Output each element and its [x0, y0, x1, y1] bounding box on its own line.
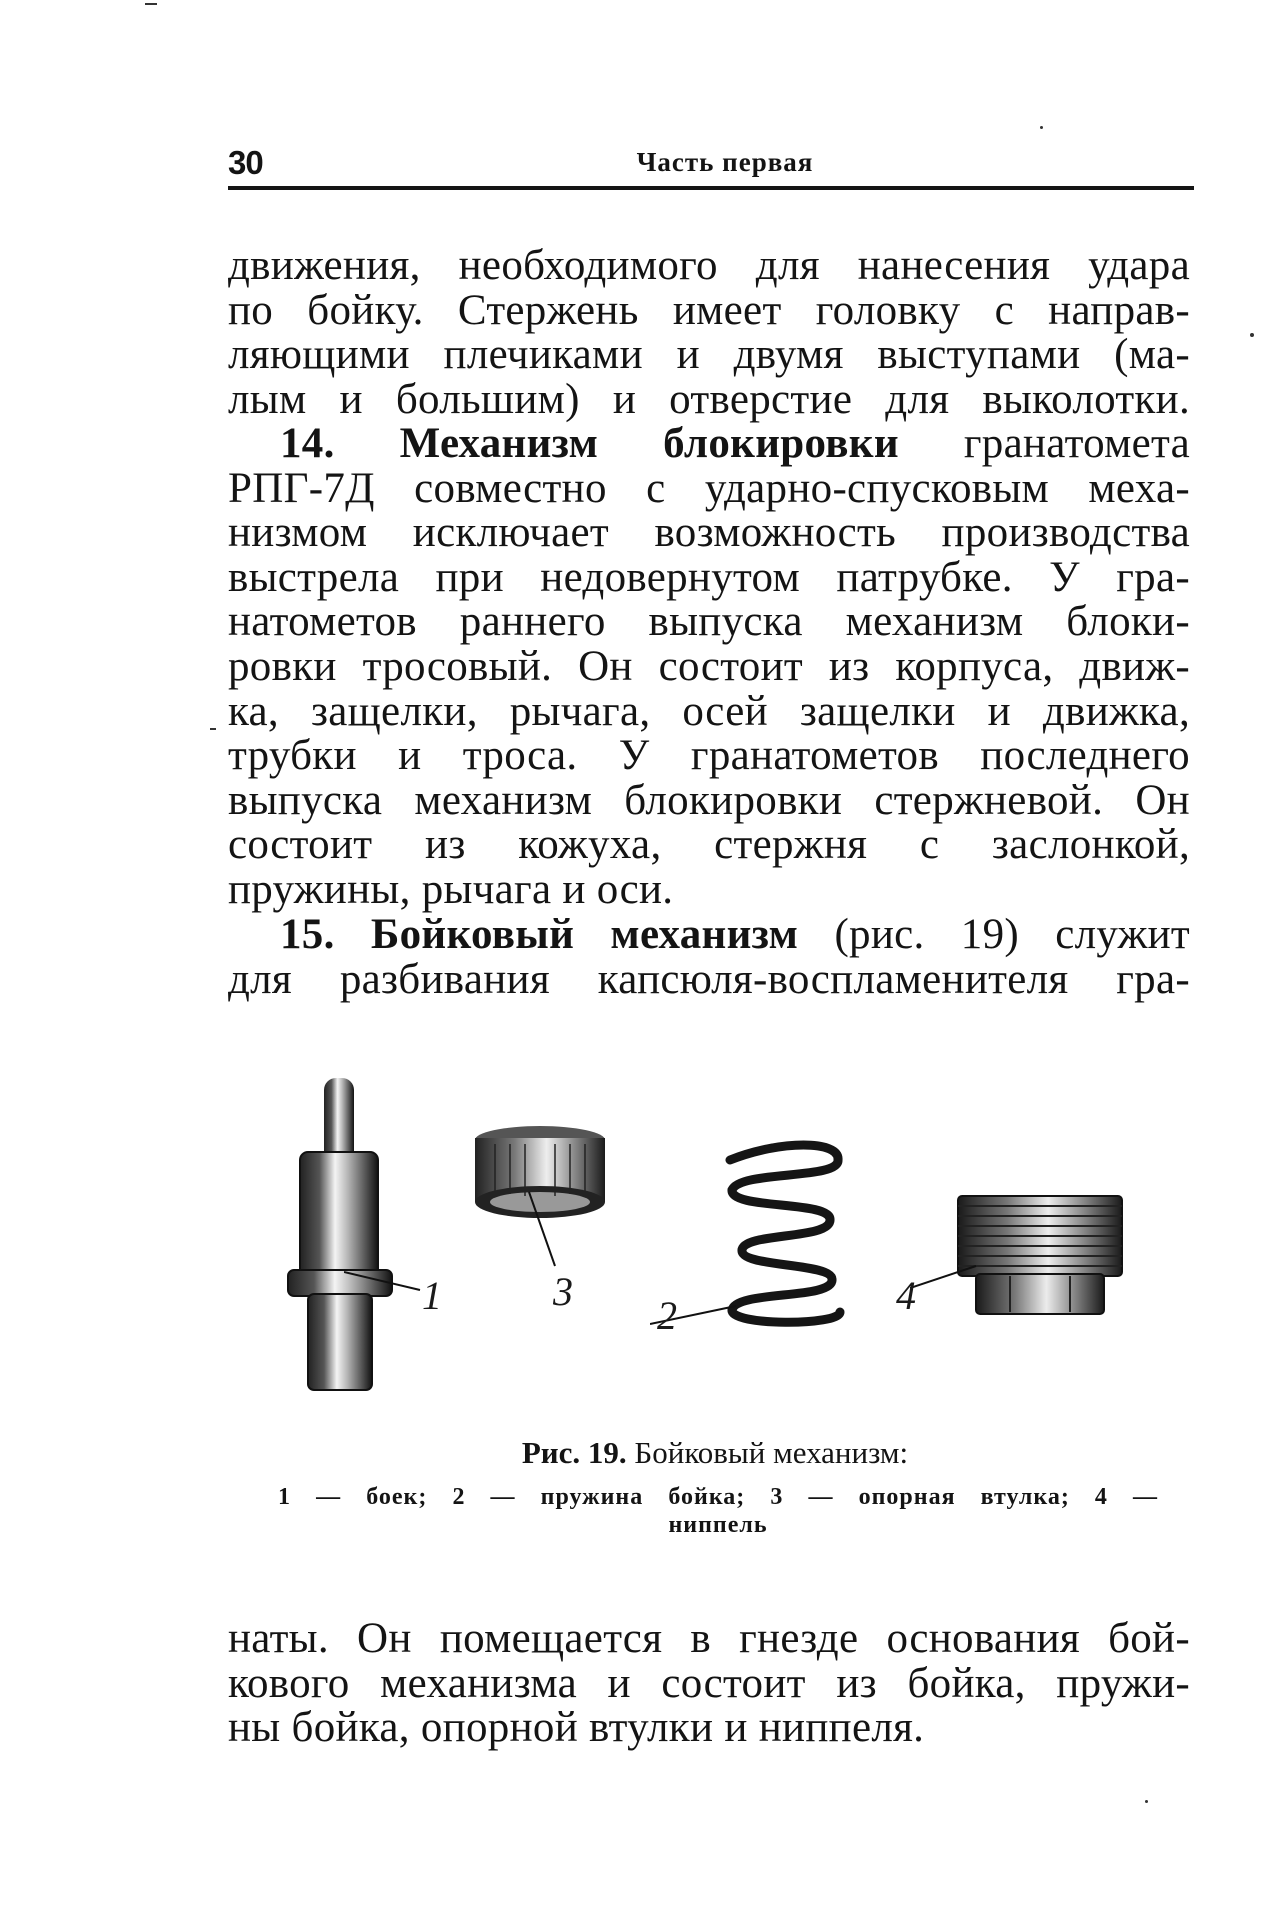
text-line: состоит из кожуха, стержня с заслонкой,	[228, 821, 1190, 869]
text-line: кового механизма и состоит из бойка, пружи-	[228, 1659, 1190, 1707]
text-line: выстрела при недовернутом патрубке. У гра-	[228, 553, 1190, 601]
section-15-first-line	[228, 913, 1190, 958]
scan-speck	[1145, 1800, 1148, 1803]
scan-speck	[210, 728, 216, 730]
text-line: наты. Он помещается в гнезде основания бой-	[228, 1615, 1190, 1662]
text-line: ровки тросовый. Он состоит из корпуса, движ-	[228, 642, 1190, 690]
text-line: трубки и троса. У гранатометов последнего	[228, 732, 1190, 780]
section-14-first-line-rest: гранатомета	[963, 420, 1190, 467]
scan-mark	[145, 3, 157, 5]
top-paragraph	[228, 244, 1190, 422]
header-rule	[228, 186, 1194, 190]
text-line: натометов раннего выпуска механизм блоки-	[228, 598, 1190, 646]
figure-legend	[278, 1483, 1158, 1539]
nipple-drawing	[950, 1190, 1130, 1320]
text-line: лым и большим) и отверстие для выколотки.	[228, 375, 1190, 423]
text-line: ка, защелки, рычага, осей защелки и движка,	[228, 687, 1190, 735]
section-14-number: 14.	[280, 420, 335, 467]
section-15-number: 15.	[280, 911, 335, 958]
section-14-first-line	[228, 422, 1190, 467]
page-header	[228, 136, 1194, 186]
leader-line-1	[344, 1268, 424, 1298]
running-title: Часть первая	[636, 147, 814, 177]
scan-speck	[1040, 126, 1043, 129]
text-line: РПГ-7Д совместно с ударно-спусковым меха-	[228, 464, 1190, 512]
text-line: пружины, рычага и оси.	[228, 865, 674, 913]
firing-pin-drawing	[280, 1070, 400, 1410]
section-14-paragraph	[228, 422, 1190, 913]
figure-legend-line-2: ниппель	[668, 1512, 768, 1538]
scan-speck	[1250, 333, 1254, 337]
leader-line-3	[525, 1190, 565, 1270]
figure-caption-prefix: Рис. 19.	[521, 1435, 627, 1470]
text-line: по бойку. Стержень имеет головку с направ-	[228, 286, 1190, 334]
page-number: 30	[228, 144, 263, 181]
figure-caption-text: Бойковый механизм:	[634, 1435, 909, 1470]
text-line: ны бойка, опорной втулки и ниппеля.	[228, 1704, 925, 1752]
figure-caption	[265, 1435, 1165, 1471]
text-line: движения, необходимого для нанесения удара	[228, 242, 1190, 289]
section-15-paragraph	[228, 913, 1190, 1002]
figure-label-4: 4	[896, 1273, 916, 1318]
figure-legend-line-1: 1 — боек; 2 — пружина бойка; 3 — опорная втулка; 4 —	[278, 1484, 1158, 1510]
section-15-heading: Бойковый механизм	[370, 911, 799, 958]
figure-label-2: 2	[657, 1293, 677, 1338]
leader-line-4	[910, 1262, 980, 1292]
text-line: для разбивания капсюля-воспламенителя гра-	[228, 955, 1190, 1003]
text-line: низмом исключает возможность производства	[228, 509, 1190, 557]
section-14-heading: Механизм блокировки	[399, 420, 899, 467]
bottom-paragraph	[228, 1617, 1190, 1751]
figure-label-3: 3	[553, 1269, 573, 1314]
section-15-first-line-rest: (рис. 19) служит	[834, 911, 1190, 958]
figure-19	[270, 1050, 1170, 1430]
text-line: ляющими плечиками и двумя выступами (ма-	[228, 331, 1190, 379]
figure-label-1: 1	[422, 1273, 442, 1318]
text-line: выпуска механизм блокировки стержневой. Он	[228, 776, 1190, 824]
